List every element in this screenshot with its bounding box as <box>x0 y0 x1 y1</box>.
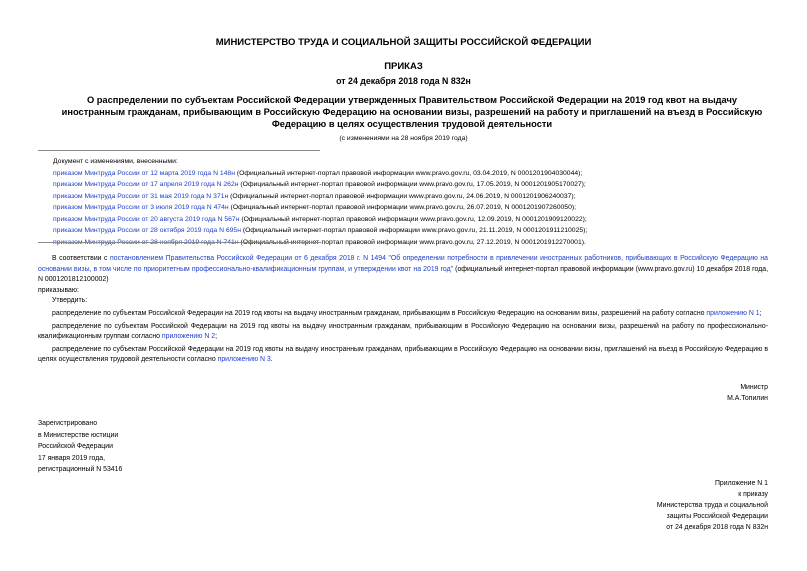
signatory-position: Министр <box>740 384 768 391</box>
amendment-source: (Официальный интернет-портал правовой информации www.pravo.gov.ru, 26.07.2019, N 0001201907260050); <box>228 204 576 211</box>
changes-note: (с изменениями на 28 ноября 2019 года) <box>339 135 468 142</box>
order-verb: приказываю: <box>38 286 79 294</box>
clause-end: . <box>270 356 273 364</box>
appendix-line: к приказу <box>738 491 768 498</box>
amendment-item <box>53 168 793 180</box>
amendment-item <box>53 191 793 203</box>
appendix-line: Министерства труда и социальной <box>656 502 768 509</box>
clause-end: ; <box>215 333 217 341</box>
amendment-item <box>53 179 793 191</box>
amendment-link[interactable]: приказом Минтруда России от 3 июля 2019 года N 474н <box>53 204 229 211</box>
approve-heading: Утвердить: <box>52 297 88 305</box>
clause-text: распределение по субъектам Российской Федерации на 2019 год квоты на выдачу иностранным гражданам, прибывающим в Российскую Федерацию на основании визы, приглашений на въезд в Российскую Федерацию в целях осуществления трудовой деятельности согласно <box>38 345 768 364</box>
amendment-source: (Официальный интернет-портал правовой информации www.pravo.gov.ru, 27.12.2019, N 0001201912270001). <box>238 238 586 246</box>
amendment-source: (Официальный интернет-портал правовой информации www.pravo.gov.ru, 03.04.2019, N 0001201904030044); <box>234 169 583 177</box>
clause-appendix-1 <box>38 309 768 320</box>
clause-end: ; <box>759 309 762 317</box>
signature-block <box>568 382 768 404</box>
ministry-heading: МИНИСТЕРСТВО ТРУДА И СОЦИАЛЬНОЙ ЗАЩИТЫ РОССИЙСКОЙ ФЕДЕРАЦИИ <box>215 37 592 48</box>
amendment-link[interactable]: приказом Минтруда России от 28 ноября 2019 года N 741н <box>53 238 239 246</box>
registration-line: Зарегистрировано <box>38 420 98 427</box>
amendment-link[interactable]: приказом Минтруда России от 17 апреля 2019 года N 262н <box>53 181 239 188</box>
amendment-source: (Официальный интернет-портал правовой информации www.pravo.gov.ru, 24.06.2019, N 0001201906240037); <box>228 192 576 200</box>
amendment-source: (Официальный интернет-портал правовой информации www.pravo.gov.ru, 12.09.2019, N 0001201909120022); <box>239 215 587 223</box>
clause-appendix-2 <box>38 322 768 343</box>
amendment-item <box>53 225 793 237</box>
order-body <box>38 254 768 366</box>
amendments-list <box>53 156 793 248</box>
government-decree-link[interactable]: постановлением Правительства Российской Федерации от 6 декабря 2018 г. N 1494 "Об определении потребности в привлечении иностранных работников, прибывающих в Российскую Федерацию на основании визы, в том числе по приоритетным профессионально-квалификационным группам, и утверждении квот на 2019 год" <box>38 255 769 273</box>
clause-text: распределение по субъектам Российской Федерации на 2019 год квоты на выдачу иностранным гражданам, прибывающим в Российскую Федерацию на основании визы, разрешений на работу по профессионально-квалификационным группам согласно <box>38 322 768 341</box>
appendix-3-link[interactable]: приложению N 3 <box>217 356 271 364</box>
clause-appendix-3 <box>38 345 768 366</box>
signatory-name: М.А.Топилин <box>727 395 768 402</box>
amendment-link[interactable]: приказом Минтруда России от 28 октября 2019 года N 695н <box>53 227 241 234</box>
appendix-1-link[interactable]: приложению N 1 <box>706 309 760 317</box>
document-type: ПРИКАЗ <box>384 61 423 72</box>
preamble-paragraph <box>38 254 768 286</box>
amendments-intro: Документ с изменениями, внесенными: <box>53 158 178 165</box>
amendment-link[interactable]: приказом Минтруда России от 12 марта 2019 года N 148н <box>53 169 235 177</box>
amendment-link[interactable]: приказом Минтруда России от 31 мая 2019 года N 371н <box>53 192 229 200</box>
amendment-source: (Официальный интернет-портал правовой информации www.pravo.gov.ru, 21.11.2019, N 0001201911210025); <box>240 227 588 234</box>
appendix-line: от 24 декабря 2018 года N 832н <box>666 524 768 531</box>
amendment-item <box>53 202 793 214</box>
registration-line: в Министерстве юстиции <box>38 431 119 439</box>
order-date-number: от 24 декабря 2018 года N 832н <box>336 76 471 86</box>
clause-text: распределение по субъектам Российской Федерации на 2019 год квоты на выдачу иностранным гражданам, прибывающим в Российскую Федерацию на основании визы, разрешений на работу согласно <box>52 309 707 317</box>
amendment-link[interactable]: приказом Минтруда России от 20 августа 2019 года N 567н <box>53 215 240 223</box>
registration-line: 17 января 2019 года, <box>38 454 105 462</box>
preamble-source: (официальный интернет-портал правовой информации (www.pravo.gov.ru) 10 декабря 2018 года, N 0001201812100002) <box>38 265 768 284</box>
amendment-source: (Официальный интернет-портал правовой информации www.pravo.gov.ru, 17.05.2019, N 0001201905170027); <box>238 181 586 188</box>
registration-line: регистрационный N 53416 <box>38 466 123 473</box>
appendix-2-link[interactable]: приложению N 2 <box>161 333 216 341</box>
registration-block <box>38 418 238 476</box>
appendix-line: Приложение N 1 <box>714 480 768 487</box>
divider-top <box>38 150 320 151</box>
divider-bottom <box>38 242 320 243</box>
appendix-line: защиты Российской Федерации <box>666 513 768 520</box>
appendix-header <box>568 478 768 533</box>
amendment-item <box>53 214 793 226</box>
preamble-text: В соответствии с <box>52 255 111 262</box>
document-title: О распределении по субъектам Российской Федерации утвержденных Правительством Российской Федерации на 2019 год квот на выдачу иностранным гражданам, прибывающим в Российскую Федерацию на основании визы, разрешений на работу и приглашений на въезд в Российскую Федерацию в целях осуществления трудовой деятельности <box>61 95 763 129</box>
registration-line: Российской Федерации <box>38 443 113 450</box>
